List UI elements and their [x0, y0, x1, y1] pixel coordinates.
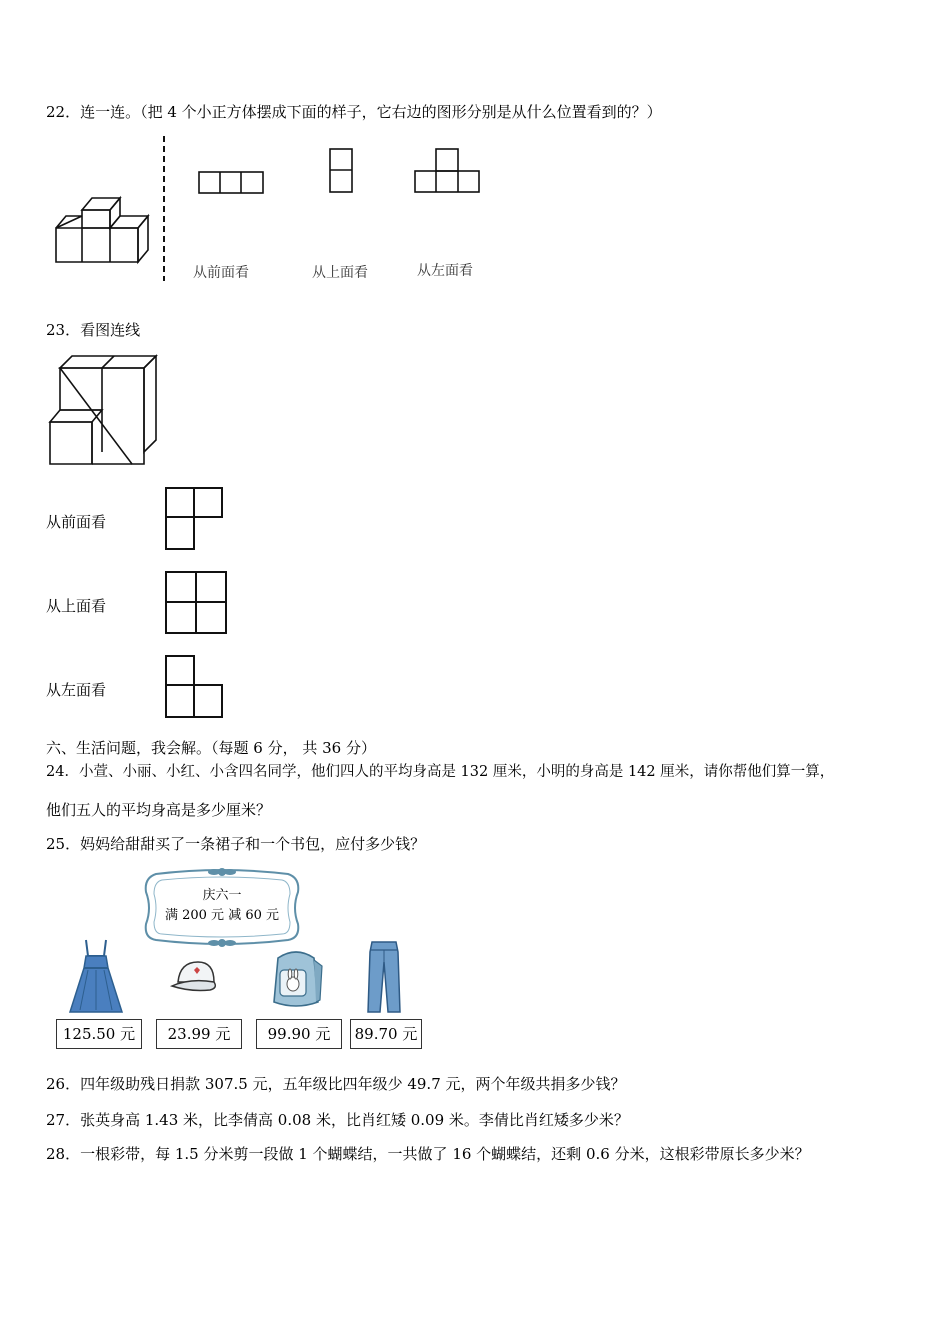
price-tag-backpack: 99.90 元	[256, 1019, 342, 1049]
q22-view-front	[198, 171, 268, 195]
sale-sign-title: 庆六一	[202, 888, 242, 903]
section-6-heading: 六、生活问题，我会解。（每题 6 分， 共 36 分）	[46, 739, 376, 757]
q23-shape-3	[164, 654, 226, 720]
q22-view-top	[329, 148, 355, 196]
question-25: 25．妈妈给甜甜买了一条裙子和一个书包，应付多少钱？	[46, 835, 426, 853]
q22-dashed-divider	[162, 136, 166, 281]
question-24-line-2: 他们五人的平均身高是多少厘米？	[46, 801, 272, 819]
q23-label-top: 从上面看	[46, 597, 107, 615]
q23-label-left: 从左面看	[46, 681, 107, 699]
question-28: 28．一根彩带，每 1.5 分米剪一段做 1 个蝴蝶结，一共做了 16 个蝴蝶结，还剩 0.6 分米，这根彩带原长多少米？	[46, 1145, 810, 1163]
q22-view-left	[414, 148, 484, 196]
q22-caption-top: 从上面看	[312, 265, 368, 281]
q22-cube-figure	[52, 188, 152, 268]
price-tag-jeans: 89.70 元	[350, 1019, 422, 1049]
price-tag-dress: 125.50 元	[56, 1019, 142, 1049]
question-27: 27．张英身高 1.43 米，比李倩高 0.08 米，比肖红矮 0.09 米。李倩比肖红矮多少米？	[46, 1111, 629, 1129]
dress-icon	[66, 938, 126, 1018]
q23-label-front: 从前面看	[46, 513, 107, 531]
question-26: 26．四年级助残日捐款 307.5 元，五年级比四年级少 49.7 元，两个年级共捐多少钱？	[46, 1075, 626, 1093]
q23-cube-figure	[46, 354, 161, 469]
question-22: 22．连一连。（把 4 个小正方体摆成下面的样子，它右边的图形分别是从什么位置看到的？）	[46, 103, 662, 121]
jeans-icon	[364, 940, 404, 1016]
q23-shape-2	[164, 570, 230, 636]
question-23: 23．看图连线	[46, 321, 141, 339]
backpack-icon	[266, 946, 326, 1012]
sale-sign-offer: 满 200 元 减 60 元	[164, 908, 280, 923]
cap-icon	[170, 958, 220, 994]
question-24-line-1: 24．小萱、小丽、小红、小含四名同学，他们四人的平均身高是 132 厘米，小明的身高是 142 厘米，请你帮他们算一算，	[46, 764, 835, 780]
price-tag-cap: 23.99 元	[156, 1019, 242, 1049]
q22-caption-front: 从前面看	[193, 265, 249, 281]
q22-caption-left: 从左面看	[417, 263, 473, 279]
q23-shape-1	[164, 486, 226, 552]
